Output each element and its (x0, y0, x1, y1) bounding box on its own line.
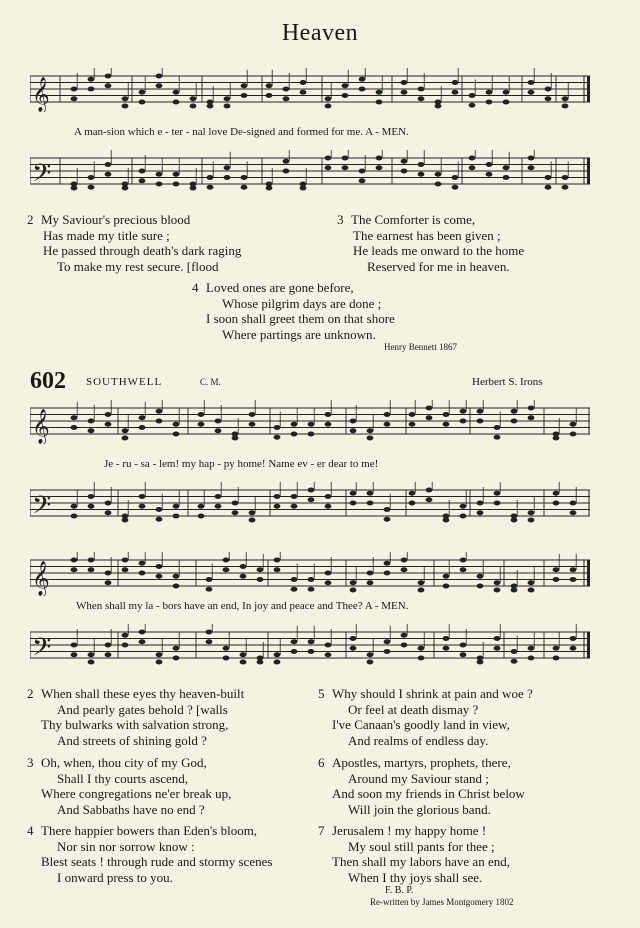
hymn-lyrics: When shall my la - bors have an end, In joy and peace and Thee? A - MEN. (76, 600, 409, 612)
verse-line: And Sabbaths have no end ? (57, 801, 205, 817)
verse-line: Nor sin nor sorrow know : (57, 838, 195, 854)
svg-text:𝄢: 𝄢 (32, 159, 52, 194)
verse-line: Or feel at death dismay ? (348, 701, 479, 717)
svg-text:𝄞: 𝄞 (32, 409, 50, 444)
verse: 2 My Saviour's precious blood Has made my title sure ; He passed through death's dark raging To make my rest secure. [flood (27, 212, 242, 274)
verse: 2 When shall these eyes thy heaven-built And pearly gates behold ? [walls Thy bulwarks with salvation strong, And streets of shining gold ? (27, 686, 245, 748)
verse-line: Why should I shrink at pain and woe ? (332, 686, 533, 701)
verse-line: My soul still pants for thee ; (348, 838, 495, 854)
verse-line: Then shall my labors have an end, (332, 854, 510, 869)
svg-text:𝄢: 𝄢 (32, 491, 52, 526)
verse-line: Has made my title sure ; (43, 227, 170, 243)
verse-line: And realms of endless day. (348, 732, 489, 748)
verse-line: Reserved for me in heaven. (367, 258, 510, 274)
music-staff-treble (30, 68, 590, 112)
hymn-lyrics: Je - ru - sa - lem! my hap - py home! Name ev - er dear to me! (104, 458, 379, 470)
verse-line: Jerusalem ! my happy home ! (332, 823, 487, 838)
verse-line: Shall I thy courts ascend, (57, 770, 189, 786)
verse: 4 Loved ones are gone before, Whose pilgrim days are done ; I soon shall greet them on that shore Where partings are unknown. (192, 280, 395, 342)
verse-line: When shall these eyes thy heaven-built (41, 686, 245, 701)
verse-line: I've Canaan's goodly land in view, (332, 717, 510, 732)
verse: 6 Apostles, martyrs, prophets, there, Around my Saviour stand ; And soon my friends in Christ below Will join the glorious band. (318, 755, 525, 817)
verse: 3 The Comforter is come, The earnest has been given ; He leads me onward to the home Reserved for me in heaven. (337, 212, 525, 274)
verse-line: I soon shall greet them on that shore (206, 311, 395, 326)
verse-line: And streets of shining gold ? (57, 732, 207, 748)
music-staff-bass (30, 482, 590, 526)
verse-line: Whose pilgrim days are done ; (222, 295, 382, 311)
verse-line: He leads me onward to the home (353, 243, 525, 258)
verse-line: To make my rest secure. [flood (57, 258, 219, 274)
verse-line: There happier bowers than Eden's bloom, (41, 823, 258, 838)
verse: 7 Jerusalem ! my happy home ! My soul still pants for thee ; Then shall my labors have an end, When I thy joys shall see. (318, 823, 510, 885)
meter: C. M. (200, 377, 221, 387)
verse-line: My Saviour's precious blood (41, 212, 191, 227)
hymn-lyrics: A man-sion which e - ter - nal love De-signed and formed for me. A - MEN. (74, 126, 409, 138)
verse-line: Apostles, martyrs, prophets, there, (332, 755, 511, 770)
verse-line: Where congregations ne'er break up, (41, 786, 232, 801)
verse-line: He passed through death's dark raging (43, 243, 242, 258)
verse-line: And pearly gates behold ? [walls (57, 701, 228, 717)
music-staff-treble (30, 400, 590, 444)
svg-text:𝄢: 𝄢 (32, 633, 52, 668)
svg-text:𝄞: 𝄞 (32, 561, 50, 596)
hymn-number: 602 (30, 368, 66, 394)
verse-line: The Comforter is come, (351, 212, 476, 227)
verse-line: Blest seats ! through rude and stormy scenes (41, 854, 273, 869)
verse-line: Where partings are unknown. (222, 326, 376, 342)
music-staff-treble (30, 552, 590, 596)
verse-line: Oh, when, thou city of my God, (41, 755, 207, 770)
verse-line: I onward press to you. (57, 869, 173, 885)
author-initials: F. B. P. (385, 885, 414, 896)
verse-line: Loved ones are gone before, (206, 280, 354, 295)
verse: 3 Oh, when, thou city of my God, Shall I thy courts ascend, Where congregations ne'er break up, And Sabbaths have no end ? (27, 755, 232, 817)
tune-name: SOUTHWELL (86, 376, 163, 388)
verse-line: When I thy joys shall see. (348, 869, 483, 885)
author-attribution: Re-written by James Montgomery 1802 (370, 897, 514, 907)
music-staff-bass (30, 624, 590, 668)
verse: 4 There happier bowers than Eden's bloom, Nor sin nor sorrow know : Blest seats ! through rude and stormy scenes I onward press to you. (27, 823, 273, 885)
verse-line: The earnest has been given ; (353, 227, 501, 243)
verse-line: And soon my friends in Christ below (332, 786, 525, 801)
verse: 5 Why should I shrink at pain and woe ? Or feel at death dismay ? I've Canaan's goodly land in view, And realms of endless day. (318, 686, 533, 748)
music-staff-bass (30, 150, 590, 194)
svg-text:𝄞: 𝄞 (32, 77, 50, 112)
author-attribution: Henry Bennett 1867 (384, 342, 457, 352)
verse-line: Around my Saviour stand ; (348, 770, 489, 786)
page-title: Heaven (281, 20, 359, 46)
composer: Herbert S. Irons (472, 376, 543, 388)
verse-line: Thy bulwarks with salvation strong, (41, 717, 229, 732)
verse-line: Will join the glorious band. (348, 801, 491, 817)
